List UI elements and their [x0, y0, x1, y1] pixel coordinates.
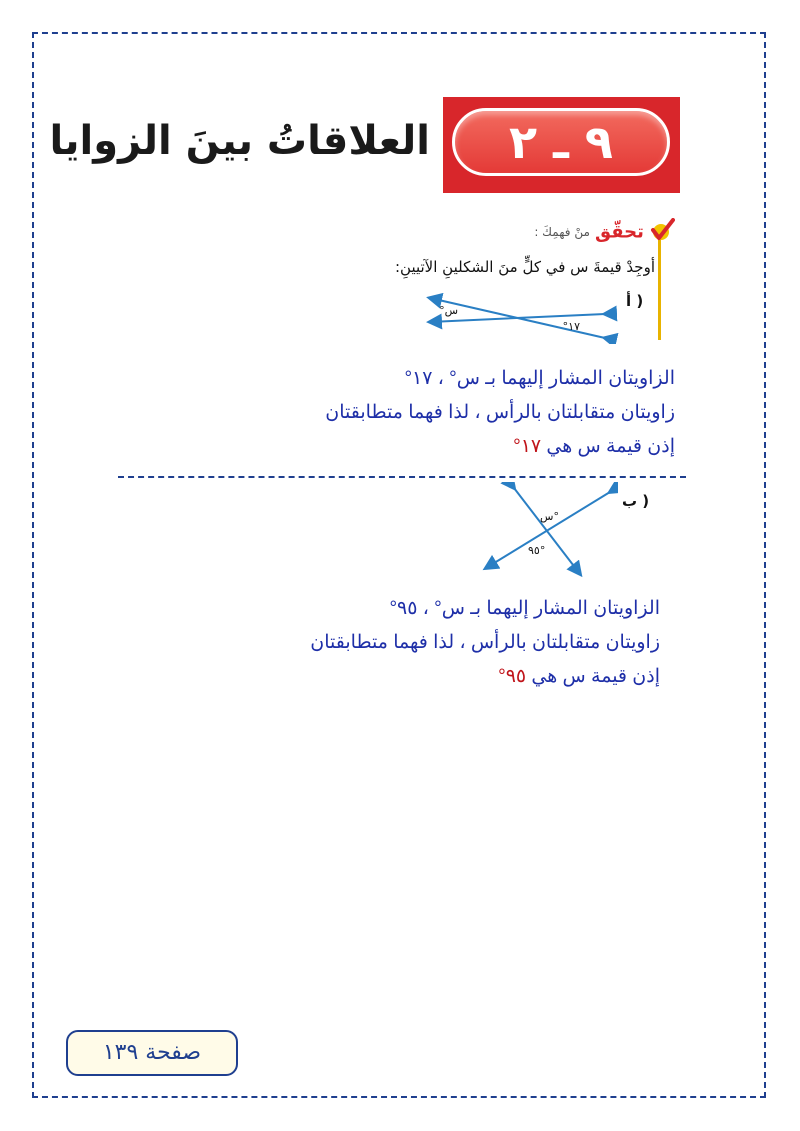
angle-given-label: ٩٥° — [528, 544, 546, 557]
part-b-answer — [310, 592, 660, 694]
angle-given-label: ١٧° — [562, 320, 580, 333]
lesson-title: العلاقاتُ بينَ الزوايا — [49, 118, 430, 164]
answer-line-1: الزاويتان المشار إليهما بـ س° ، ١٧° — [404, 368, 675, 389]
lesson-number: ٩ ـ ٢ — [509, 115, 613, 169]
part-b-figure — [478, 482, 618, 580]
page-number: صفحة ١٣٩ — [102, 1040, 202, 1065]
check-heading — [534, 218, 675, 246]
answer-value: ١٧° — [513, 436, 542, 457]
answer-line-3 — [325, 430, 675, 464]
part-a-answer — [325, 362, 675, 464]
check-word: تحقّق — [594, 221, 644, 243]
answer-line-2: زاويتان متقابلتان بالرأس ، لذا فهما متطابقتان — [325, 402, 675, 423]
check-subtitle: منْ فهمِكَ : — [534, 225, 590, 239]
answer-value: ٩٥° — [498, 666, 527, 687]
part-b-label: ب ) — [622, 492, 650, 510]
answer-line-2: زاويتان متقابلتان بالرأس ، لذا فهما متطابقتان — [310, 632, 660, 653]
answer-line-3 — [310, 660, 660, 694]
section-divider — [118, 476, 686, 478]
answer-line-1: الزاويتان المشار إليهما بـ س° ، ٩٥° — [389, 598, 660, 619]
instruction-text: أوجِدْ قيمةَ س في كلٍّ منَ الشكلينِ الآتيينِ: — [394, 258, 655, 276]
checkmark-icon — [649, 218, 675, 246]
part-a-figure — [420, 292, 620, 344]
answer-prefix: إذن قيمة س هي — [526, 666, 660, 687]
part-a-label: أ ) — [626, 292, 644, 310]
answer-prefix: إذن قيمة س هي — [541, 436, 675, 457]
line-2 — [486, 492, 610, 568]
angle-x-label: س° — [439, 304, 458, 317]
angle-x-label: س° — [540, 510, 559, 523]
